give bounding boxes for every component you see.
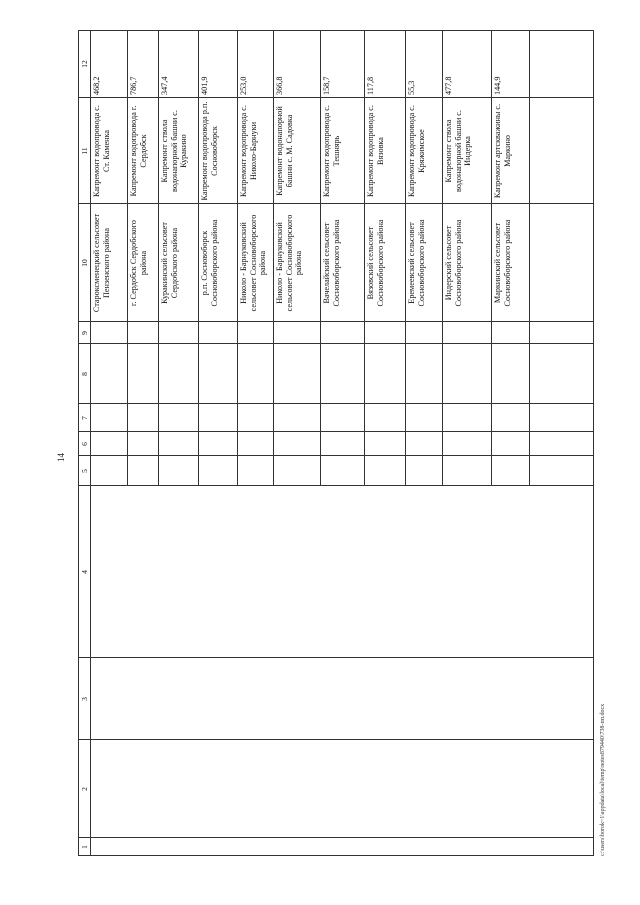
column-rule	[78, 431, 594, 432]
column-rule	[78, 343, 594, 344]
table-cell-amount: 468,2	[92, 76, 101, 95]
column-header: 3	[80, 697, 89, 701]
footer-file-path: c:\users\borok~1\appdata\local\temp\notes879440\738-пп.docx	[600, 703, 606, 856]
column-rule	[78, 455, 594, 456]
table-cell-settlement: Маркинский сельсовет Сосновоборского района	[493, 219, 512, 307]
column-rule	[78, 97, 594, 98]
table-cell-settlement: г. Сердобск Сердобского района	[129, 220, 148, 306]
table-cell-work: Капремонт водонапорной башни с. М. Садовка	[275, 106, 294, 196]
budget-table	[78, 30, 594, 856]
table-cell-settlement: р.п. Сосновоборск Сосновоборского района	[200, 219, 219, 307]
column-header: 1	[80, 845, 89, 849]
table-cell-work: Капремонт водопровода р.п. Сосновоборск	[200, 101, 219, 201]
table-cell-amount: 144,9	[493, 76, 502, 95]
column-header: 4	[80, 570, 89, 574]
table-cell-settlement: Куракинский сельсовет Сердобского района	[160, 222, 179, 304]
table-bottom-rule	[593, 30, 594, 856]
column-rule	[78, 321, 594, 322]
table-cell-work: Капремонт артскважины с. Маркино	[493, 103, 512, 199]
table-cell-amount: 158,7	[322, 76, 331, 95]
column-rule	[78, 739, 594, 740]
table-cell-amount: 366,8	[275, 76, 284, 95]
table-cell-work: Капремонт ствола водонапорной башни с. Куракино	[160, 110, 189, 192]
table-cell-work: Капремонт водопровода с. Ст. Каменка	[92, 105, 111, 197]
column-header: 12	[80, 60, 89, 68]
page-number: 14	[56, 453, 66, 462]
table-cell-work: Капремонт водопровода г. Сердобск	[129, 105, 148, 197]
table-cell-settlement: Индерский сельсовет Сосновоборского района	[444, 219, 463, 307]
table-cell-settlement: Николо - Барнуковский сельсовет Сосновоборского района	[275, 214, 304, 312]
table-cell-amount: 401,9	[200, 76, 209, 95]
table-cell-settlement: Староксменецкий сельсовет Пензенского района	[92, 213, 111, 313]
column-rule	[78, 837, 594, 838]
table-cell-work: Капремонт водопровода с. Николо-Барнуки	[239, 105, 258, 197]
column-header: 2	[80, 787, 89, 791]
column-rule	[78, 403, 594, 404]
table-cell-amount: 55,3	[407, 80, 416, 95]
column-header: 10	[80, 259, 89, 267]
table-cell-work: Капремонт водопровода с. Вязовка	[366, 105, 385, 197]
table-cell-work: Капремонт водопровода с. Тешнярь	[322, 105, 341, 197]
column-header: 11	[80, 147, 89, 155]
column-header: 9	[80, 331, 89, 335]
table-cell-work: Капремонт ствола водонапорной башни с. Индерка	[444, 110, 473, 192]
column-rule	[78, 485, 594, 486]
column-rule	[78, 657, 594, 658]
row-rule	[529, 30, 530, 486]
table-cell-settlement: Еремеевский сельсовет Сосновоборского района	[407, 219, 426, 307]
table-cell-amount: 786,7	[129, 76, 138, 95]
column-header: 5	[80, 469, 89, 473]
column-header: 6	[80, 442, 89, 446]
table-cell-settlement: Вязовский сельсовет Сосновоборского района	[366, 219, 385, 307]
table-cell-work: Капремонт водопровода с. Кряжимское	[407, 105, 426, 197]
table-cell-settlement: Вачелайский сельсовет Сосновоборского района	[322, 219, 341, 307]
table-cell-amount: 347,4	[160, 76, 169, 95]
table-cell-amount: 117,8	[366, 76, 375, 95]
table-cell-amount: 477,8	[444, 76, 453, 95]
column-header: 8	[80, 372, 89, 376]
table-cell-settlement: Николо - Барнуковский сельсовет Сосновоборского района	[239, 214, 268, 312]
column-header: 7	[80, 416, 89, 420]
table-cell-amount: 253,0	[239, 76, 248, 95]
column-rule	[78, 855, 594, 856]
column-rule	[78, 203, 594, 204]
